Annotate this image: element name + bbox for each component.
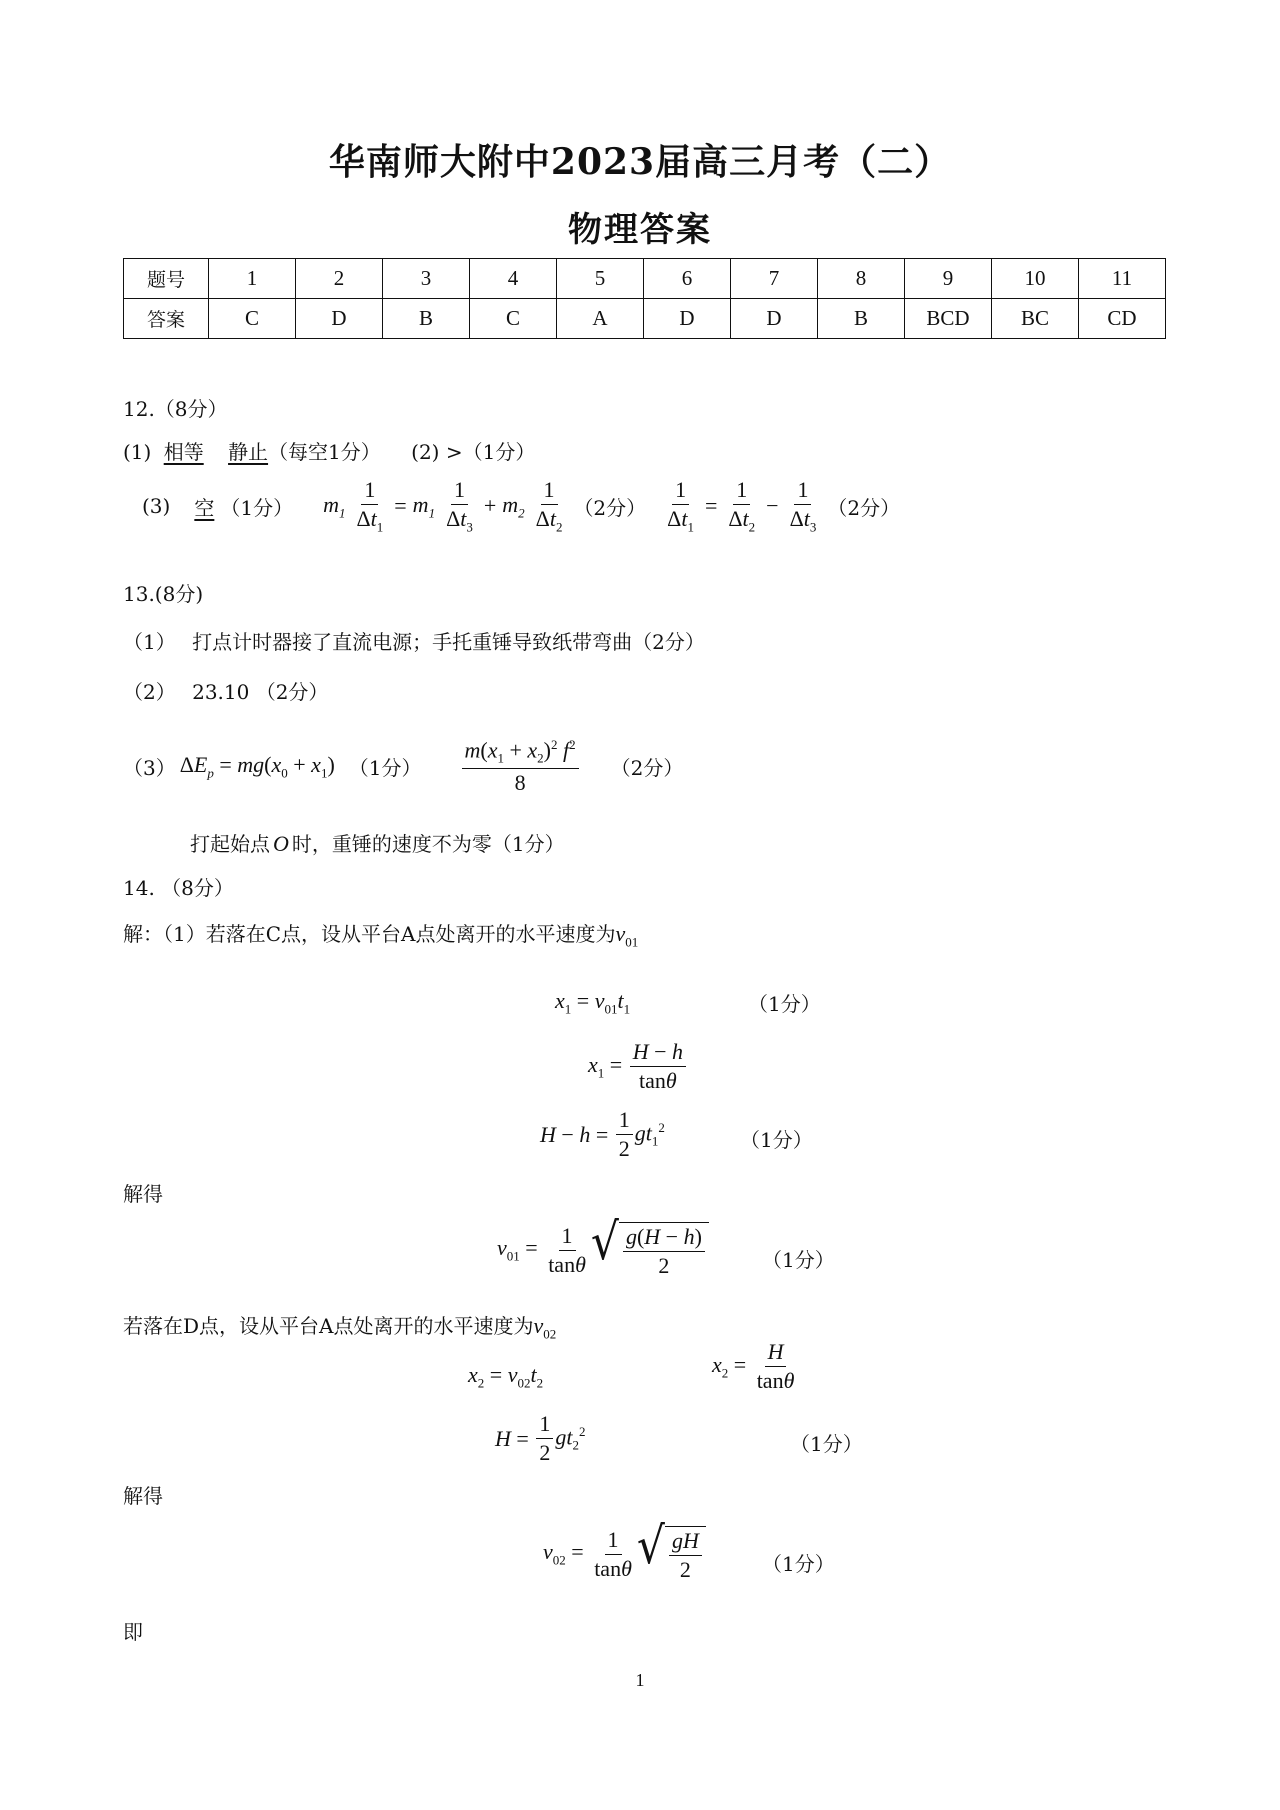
q14-intro-text: 解：（1）若落在C点，设从平台A点处离开的水平速度为 (123, 922, 616, 946)
q14-score-1: （1分） (748, 992, 821, 1016)
q12-fraction: $\frac{1}{\Delta t_3}$ (446, 477, 473, 535)
row-label-answer: 答案 (124, 299, 209, 339)
answer-cell: BC (992, 299, 1079, 339)
q14-eq-x2-tan: $x_2$ = $\frac{H}{\tan\theta}$ (712, 1339, 795, 1394)
q14-eq-v02: $v_{02}$ = $\frac{1}{\tan\theta}$ √ $\frac{gH}{2}$ (543, 1526, 706, 1582)
q14-eq-fall-c: H − h = $\frac{1}{2}$ $gt_1^2$ (540, 1107, 665, 1162)
q13-part1-prefix: （1） (123, 630, 176, 654)
q12-score-2b: （2分） (827, 495, 901, 520)
question-number-row (124, 259, 1166, 299)
answer-cell: D (731, 299, 818, 339)
q12-part1 (123, 436, 535, 465)
answer-cell: B (383, 299, 470, 339)
q14-next: 即 (123, 1620, 143, 1644)
q14-solve-1: 解得 (123, 1182, 163, 1206)
q13-kinetic-equation: $\frac{m(x_1 + x_2)^2 f^2}{8}$ (462, 738, 579, 795)
q14-eq-x1-tan: $x_1$ = $\frac{H - h}{\tan\theta}$ (588, 1040, 688, 1093)
q14-score-3: （1分） (762, 1248, 835, 1272)
q13-part1-text: 打点计时器接了直流电源；手托重锤导致纸带弯曲（2分） (192, 630, 705, 654)
q13-part2 (123, 676, 328, 705)
answer-row (124, 299, 1166, 339)
q14-score-5: （1分） (762, 1552, 835, 1576)
number-cell: 10 (992, 259, 1079, 299)
number-cell: 5 (557, 259, 644, 299)
q13-part2-prefix: （2） (123, 680, 176, 704)
number-cell: 6 (644, 259, 731, 299)
answer-cell: CD (1079, 299, 1166, 339)
q14-intro: 解：（1）若落在C点，设从平台A点处离开的水平速度为$v_{01}$ (123, 921, 639, 950)
number-cell: 11 (1079, 259, 1166, 299)
number-cell: 3 (383, 259, 470, 299)
page-subtitle: 物理答案 (568, 210, 712, 250)
q12-heading: 12.（8分） (123, 397, 228, 421)
number-cell: 9 (905, 259, 992, 299)
q13-energy-equation: $\Delta E_p = mg(x_0 + x_1)$ (179, 751, 335, 781)
number-cell: 7 (731, 259, 818, 299)
row-label-number: 题号 (124, 259, 209, 299)
q14-intro-2-text: 若落在D点，设从平台A点处离开的水平速度为 (123, 1314, 534, 1338)
q12-part1-prefix: (1) (123, 440, 152, 464)
q12-fraction: $\frac{1}{\Delta t_2}$ (535, 477, 563, 535)
q14-intro-2: 若落在D点，设从平台A点处离开的水平速度为$v_{02}$ (123, 1313, 557, 1342)
q13-heading: 13.(8分) (123, 582, 204, 606)
page-number: 1 (635, 1670, 645, 1690)
q14-score-2: （1分） (740, 1128, 813, 1152)
number-cell: 1 (209, 259, 296, 299)
q12-answer-2: 静止 (228, 440, 269, 464)
q13-note-a: 打起始点 (190, 832, 270, 856)
page-title: 华南师大附中2023届高三月考（二） (328, 141, 952, 183)
answer-cell: A (557, 299, 644, 339)
q14-eq-fall-d: H = $\frac{1}{2}$ $gt_2^2$ (495, 1411, 586, 1466)
q12-fraction: $\frac{1}{\Delta t_1}$ (356, 477, 384, 535)
q12-part3-prefix: (3) (142, 494, 171, 519)
number-cell: 2 (296, 259, 383, 299)
q13-note: 打起始点 O 时，重锤的速度不为零（1分） (190, 831, 565, 856)
q13-note-b: 时，重锤的速度不为零（1分） (291, 832, 565, 856)
q14-heading: 14. （8分） (123, 876, 234, 900)
q12-part1-note: （每空1分） (268, 440, 381, 464)
q12-answer-3: 空 (194, 495, 215, 520)
q12-answer-1: 相等 (163, 440, 204, 464)
q12-equation-2: $\frac{1}{\Delta t_1}$ (667, 477, 694, 535)
q12-score-2a: （2分） (573, 495, 647, 520)
answer-cell: C (470, 299, 557, 339)
q13-part3-prefix: （3） (123, 756, 176, 781)
answer-cell: D (644, 299, 731, 339)
answer-table (123, 258, 1166, 339)
q13-part2-text: 23.10 （2分） (192, 680, 329, 704)
answer-cell: BCD (905, 299, 992, 339)
answer-cell: C (209, 299, 296, 339)
q13-score-1: （1分） (348, 756, 422, 781)
number-cell: 4 (470, 259, 557, 299)
q14-eq-x1: $x_1 = v_{01}t_1$ (555, 988, 631, 1017)
answer-cell: B (818, 299, 905, 339)
q14-solve-2: 解得 (123, 1484, 163, 1508)
answer-cell: D (296, 299, 383, 339)
q12-part2: (2) >（1分） (411, 440, 536, 464)
q13-part1 (123, 626, 705, 655)
number-cell: 8 (818, 259, 905, 299)
q12-part3-note: （1分） (220, 495, 294, 520)
q13-score-2: （2分） (610, 756, 684, 781)
q14-eq-x2: $x_2 = v_{02}t_2$ (468, 1362, 544, 1391)
q12-part3: (3) 空 （1分） $m_1$ $\frac{1}{\Delta t_1}$ = $m_1$ $\frac{1}{\Delta t_3}$ + $m_2$ $\frac{1}{\Delta t_2}$ （2分） $\frac{1}{\Delta t_1}$ = $\frac{1}{\Delta t_2}$ − $\frac{1}{\Delta t_3}$ （2分） (142, 477, 901, 535)
q13-part3 (123, 738, 683, 795)
q14-eq-v01: $v_{01}$ = $\frac{1}{\tan\theta}$ √ $\frac{g(H - h)}{2}$ (497, 1222, 709, 1278)
q14-score-4: （1分） (790, 1432, 863, 1456)
q12-equation-1: $m_1$ (323, 491, 346, 521)
